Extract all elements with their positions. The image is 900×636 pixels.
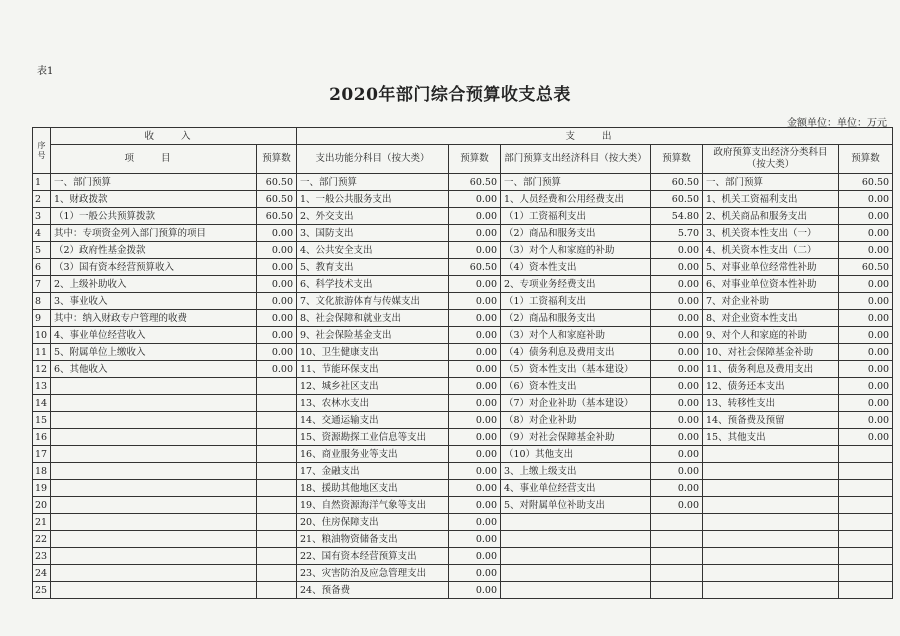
- row-number: 6: [33, 259, 51, 276]
- econ-item: （8）对企业补助: [501, 412, 651, 429]
- table-row: [33, 412, 893, 429]
- gov-budget: 0.00: [839, 429, 893, 446]
- gov-item: 1、机关工资福利支出: [703, 191, 839, 208]
- econ-item: （4）债务利息及费用支出: [501, 344, 651, 361]
- econ-budget: 0.00: [651, 412, 703, 429]
- row-number: 22: [33, 531, 51, 548]
- table-row: [33, 548, 893, 565]
- gov-item: [703, 582, 839, 599]
- income-item: [51, 497, 257, 514]
- gov-budget: 0.00: [839, 344, 893, 361]
- table-row: [33, 497, 893, 514]
- func-budget: 0.00: [449, 242, 501, 259]
- econ-item: 一、部门预算: [501, 174, 651, 191]
- gov-item: 7、对企业补助: [703, 293, 839, 310]
- func-item: 3、国防支出: [297, 225, 449, 242]
- row-number: 11: [33, 344, 51, 361]
- func-budget: 0.00: [449, 310, 501, 327]
- econ-item: 3、上缴上级支出: [501, 463, 651, 480]
- gov-budget: 0.00: [839, 310, 893, 327]
- func-header: 支出功能分科目（按大类）: [297, 145, 449, 174]
- unit-note: 金额单位：单位：万元: [787, 118, 887, 129]
- row-number: 2: [33, 191, 51, 208]
- table-row: [33, 191, 893, 208]
- row-number: 7: [33, 276, 51, 293]
- row-number: 17: [33, 446, 51, 463]
- func-budget: 0.00: [449, 327, 501, 344]
- gov-item: 3、机关资本性支出（一）: [703, 225, 839, 242]
- func-item: 8、社会保障和就业支出: [297, 310, 449, 327]
- income-budget: 0.00: [257, 225, 297, 242]
- gov-item: [703, 514, 839, 531]
- row-number: 23: [33, 548, 51, 565]
- income-budget: 0.00: [257, 259, 297, 276]
- func-budget: 0.00: [449, 582, 501, 599]
- budget-table: [32, 127, 893, 599]
- header-row-1: [33, 128, 893, 145]
- func-budget: 0.00: [449, 463, 501, 480]
- func-item: 1、一般公共服务支出: [297, 191, 449, 208]
- table-row: [33, 276, 893, 293]
- econ-budget: 60.50: [651, 191, 703, 208]
- row-number: 19: [33, 480, 51, 497]
- income-item: [51, 395, 257, 412]
- func-budget: 0.00: [449, 548, 501, 565]
- econ-budget: 60.50: [651, 174, 703, 191]
- econ-budget: 0.00: [651, 429, 703, 446]
- func-item: 21、粮油物资储备支出: [297, 531, 449, 548]
- income-item: [51, 531, 257, 548]
- econ-budget: 0.00: [651, 446, 703, 463]
- gov-budget: [839, 446, 893, 463]
- table-tag: 表1: [37, 66, 54, 77]
- econ-budget: 5.70: [651, 225, 703, 242]
- func-budget: 0.00: [449, 344, 501, 361]
- table-row: [33, 293, 893, 310]
- income-budget: [257, 446, 297, 463]
- func-item: 7、文化旅游体育与传媒支出: [297, 293, 449, 310]
- econ-item: 5、对附属单位补助支出: [501, 497, 651, 514]
- econ-budget: 0.00: [651, 378, 703, 395]
- gov-item: 4、机关资本性支出（二）: [703, 242, 839, 259]
- econ-budget: 54.80: [651, 208, 703, 225]
- econ-budget: 0.00: [651, 327, 703, 344]
- table-row: [33, 565, 893, 582]
- econ-budget: 0.00: [651, 361, 703, 378]
- income-item: [51, 429, 257, 446]
- func-budget: 0.00: [449, 293, 501, 310]
- func-budget: 0.00: [449, 446, 501, 463]
- table-row: [33, 259, 893, 276]
- gov-budget: 0.00: [839, 361, 893, 378]
- gov-budget: 0.00: [839, 191, 893, 208]
- income-item: 6、其他收入: [51, 361, 257, 378]
- econ-budget: 0.00: [651, 276, 703, 293]
- gov-item: 6、对事业单位资本性补助: [703, 276, 839, 293]
- func-budget: 0.00: [449, 531, 501, 548]
- econ-item: [501, 514, 651, 531]
- income-budget: 0.00: [257, 242, 297, 259]
- gov-item: 13、转移性支出: [703, 395, 839, 412]
- income-budget: [257, 412, 297, 429]
- row-number: 8: [33, 293, 51, 310]
- func-item: 5、教育支出: [297, 259, 449, 276]
- income-budget: [257, 480, 297, 497]
- income-budget: [257, 582, 297, 599]
- income-budget: 0.00: [257, 361, 297, 378]
- page-title: 2020年部门综合预算收支总表: [329, 85, 571, 105]
- func-item: 16、商业服务业等支出: [297, 446, 449, 463]
- econ-item: 2、专项业务经费支出: [501, 276, 651, 293]
- income-budget: 60.50: [257, 208, 297, 225]
- table-row: [33, 446, 893, 463]
- gov-budget: 60.50: [839, 174, 893, 191]
- table-row: [33, 531, 893, 548]
- gov-budget: [839, 463, 893, 480]
- income-budget: 60.50: [257, 174, 297, 191]
- income-item: （1）一般公共预算拨款: [51, 208, 257, 225]
- income-item: [51, 548, 257, 565]
- econ-budget: [651, 565, 703, 582]
- gov-budget: [839, 514, 893, 531]
- row-number: 14: [33, 395, 51, 412]
- income-item: [51, 378, 257, 395]
- expense-header: 支 出: [297, 128, 893, 145]
- gov-budget: [839, 480, 893, 497]
- func-item: 14、交通运输支出: [297, 412, 449, 429]
- income-item: 2、上级补助收入: [51, 276, 257, 293]
- func-item: 24、预备费: [297, 582, 449, 599]
- func-budget-header: 预算数: [449, 145, 501, 174]
- table-row: [33, 310, 893, 327]
- row-number: 21: [33, 514, 51, 531]
- row-number: 25: [33, 582, 51, 599]
- header-row-2: [33, 145, 893, 174]
- table-row: [33, 242, 893, 259]
- econ-budget: 0.00: [651, 463, 703, 480]
- econ-item: （9）对社会保障基金补助: [501, 429, 651, 446]
- row-number: 15: [33, 412, 51, 429]
- income-budget: 0.00: [257, 293, 297, 310]
- table-row: [33, 582, 893, 599]
- econ-budget: 0.00: [651, 344, 703, 361]
- income-budget: 60.50: [257, 191, 297, 208]
- item-header: 项 目: [51, 145, 257, 174]
- income-budget: [257, 395, 297, 412]
- func-budget: 0.00: [449, 276, 501, 293]
- func-budget: 0.00: [449, 191, 501, 208]
- income-header: 收 入: [51, 128, 297, 145]
- gov-item: [703, 531, 839, 548]
- econ-budget: 0.00: [651, 395, 703, 412]
- gov-item: 10、对社会保障基金补助: [703, 344, 839, 361]
- income-budget: [257, 548, 297, 565]
- func-budget: 60.50: [449, 174, 501, 191]
- gov-budget: 0.00: [839, 378, 893, 395]
- econ-header: 部门预算支出经济科目（按大类）: [501, 145, 651, 174]
- gov-item: [703, 548, 839, 565]
- gov-budget: 0.00: [839, 225, 893, 242]
- func-budget: 0.00: [449, 412, 501, 429]
- income-budget: [257, 429, 297, 446]
- income-item: [51, 480, 257, 497]
- func-item: 23、灾害防治及应急管理支出: [297, 565, 449, 582]
- row-number: 10: [33, 327, 51, 344]
- gov-budget: 0.00: [839, 242, 893, 259]
- func-item: 4、公共安全支出: [297, 242, 449, 259]
- income-item: [51, 582, 257, 599]
- table-row: [33, 225, 893, 242]
- row-number: 18: [33, 463, 51, 480]
- gov-item: [703, 480, 839, 497]
- income-item: 3、事业收入: [51, 293, 257, 310]
- func-item: 20、住房保障支出: [297, 514, 449, 531]
- econ-item: （10）其他支出: [501, 446, 651, 463]
- table-row: [33, 361, 893, 378]
- income-budget-header: 预算数: [257, 145, 297, 174]
- func-budget: 0.00: [449, 361, 501, 378]
- econ-budget: [651, 531, 703, 548]
- func-item: 19、自然资源海洋气象等支出: [297, 497, 449, 514]
- func-budget: 0.00: [449, 395, 501, 412]
- func-item: 11、节能环保支出: [297, 361, 449, 378]
- seq-header: 序号: [33, 128, 51, 174]
- gov-budget: 0.00: [839, 276, 893, 293]
- row-number: 13: [33, 378, 51, 395]
- row-number: 3: [33, 208, 51, 225]
- econ-item: [501, 548, 651, 565]
- econ-item: （1）工资福利支出: [501, 293, 651, 310]
- gov-budget: 0.00: [839, 412, 893, 429]
- table-row: [33, 480, 893, 497]
- gov-item: [703, 463, 839, 480]
- gov-budget: 0.00: [839, 327, 893, 344]
- econ-budget: [651, 514, 703, 531]
- econ-budget-header: 预算数: [651, 145, 703, 174]
- gov-budget: 0.00: [839, 395, 893, 412]
- gov-item: 9、对个人和家庭的补助: [703, 327, 839, 344]
- income-item: [51, 565, 257, 582]
- gov-budget: [839, 531, 893, 548]
- econ-budget: [651, 582, 703, 599]
- func-budget: 0.00: [449, 514, 501, 531]
- income-item: （2）政府性基金拨款: [51, 242, 257, 259]
- func-budget: 0.00: [449, 565, 501, 582]
- econ-item: [501, 531, 651, 548]
- func-budget: 0.00: [449, 429, 501, 446]
- func-item: 15、资源勘探工业信息等支出: [297, 429, 449, 446]
- econ-item: （6）资本性支出: [501, 378, 651, 395]
- table-row: [33, 174, 893, 191]
- income-item: [51, 514, 257, 531]
- income-item: 其中：专项资金列入部门预算的项目: [51, 225, 257, 242]
- econ-item: （3）对个人和家庭的补助: [501, 242, 651, 259]
- func-item: 9、社会保险基金支出: [297, 327, 449, 344]
- income-item: 一、部门预算: [51, 174, 257, 191]
- income-budget: [257, 497, 297, 514]
- gov-item: 5、对事业单位经常性补助: [703, 259, 839, 276]
- gov-item: 2、机关商品和服务支出: [703, 208, 839, 225]
- econ-budget: [651, 548, 703, 565]
- table-row: [33, 378, 893, 395]
- income-budget: [257, 463, 297, 480]
- gov-item: [703, 497, 839, 514]
- income-budget: 0.00: [257, 327, 297, 344]
- econ-item: （5）资本性支出（基本建设）: [501, 361, 651, 378]
- row-number: 4: [33, 225, 51, 242]
- econ-budget: 0.00: [651, 497, 703, 514]
- func-budget: 0.00: [449, 225, 501, 242]
- func-item: 2、外交支出: [297, 208, 449, 225]
- income-item: [51, 463, 257, 480]
- gov-item: [703, 565, 839, 582]
- econ-item: （2）商品和服务支出: [501, 225, 651, 242]
- income-budget: 0.00: [257, 344, 297, 361]
- table-row: [33, 463, 893, 480]
- gov-item: [703, 446, 839, 463]
- econ-item: [501, 565, 651, 582]
- func-budget: 0.00: [449, 497, 501, 514]
- income-budget: [257, 378, 297, 395]
- func-item: 10、卫生健康支出: [297, 344, 449, 361]
- income-item: 4、事业单位经营收入: [51, 327, 257, 344]
- func-item: 22、国有资本经营预算支出: [297, 548, 449, 565]
- income-budget: [257, 565, 297, 582]
- table-row: [33, 395, 893, 412]
- econ-budget: 0.00: [651, 480, 703, 497]
- gov-item: 一、部门预算: [703, 174, 839, 191]
- gov-item: 8、对企业资本性支出: [703, 310, 839, 327]
- income-item: 5、附属单位上缴收入: [51, 344, 257, 361]
- table-row: [33, 344, 893, 361]
- income-item: [51, 446, 257, 463]
- gov-budget: [839, 565, 893, 582]
- gov-item: 14、预备费及预留: [703, 412, 839, 429]
- table-row: [33, 327, 893, 344]
- income-budget: [257, 514, 297, 531]
- func-budget: 0.00: [449, 208, 501, 225]
- econ-item: （4）资本性支出: [501, 259, 651, 276]
- gov-budget: [839, 497, 893, 514]
- gov-budget: [839, 582, 893, 599]
- row-number: 12: [33, 361, 51, 378]
- income-item: [51, 412, 257, 429]
- func-budget: 60.50: [449, 259, 501, 276]
- func-item: 18、援助其他地区支出: [297, 480, 449, 497]
- econ-item: [501, 582, 651, 599]
- econ-item: 1、人员经费和公用经费支出: [501, 191, 651, 208]
- gov-budget: [839, 548, 893, 565]
- econ-budget: 0.00: [651, 293, 703, 310]
- income-budget: [257, 531, 297, 548]
- row-number: 1: [33, 174, 51, 191]
- gov-header: 政府预算支出经济分类科目（按大类）: [703, 145, 839, 174]
- func-budget: 0.00: [449, 480, 501, 497]
- row-number: 9: [33, 310, 51, 327]
- gov-item: 15、其他支出: [703, 429, 839, 446]
- table-row: [33, 208, 893, 225]
- gov-budget-header: 预算数: [839, 145, 893, 174]
- func-item: 一、部门预算: [297, 174, 449, 191]
- gov-item: 11、债务利息及费用支出: [703, 361, 839, 378]
- income-budget: 0.00: [257, 276, 297, 293]
- econ-item: （1）工资福利支出: [501, 208, 651, 225]
- row-number: 5: [33, 242, 51, 259]
- income-item: 其中：纳入财政专户管理的收费: [51, 310, 257, 327]
- row-number: 16: [33, 429, 51, 446]
- econ-budget: 0.00: [651, 242, 703, 259]
- econ-item: 4、事业单位经营支出: [501, 480, 651, 497]
- gov-budget: 0.00: [839, 293, 893, 310]
- table-row: [33, 514, 893, 531]
- func-item: 12、城乡社区支出: [297, 378, 449, 395]
- econ-item: （7）对企业补助（基本建设）: [501, 395, 651, 412]
- func-item: 6、科学技术支出: [297, 276, 449, 293]
- econ-budget: 0.00: [651, 259, 703, 276]
- income-item: 1、财政拨款: [51, 191, 257, 208]
- func-item: 17、金融支出: [297, 463, 449, 480]
- gov-budget: 0.00: [839, 208, 893, 225]
- income-item: （3）国有资本经营预算收入: [51, 259, 257, 276]
- econ-item: （3）对个人和家庭补助: [501, 327, 651, 344]
- gov-budget: 60.50: [839, 259, 893, 276]
- func-budget: 0.00: [449, 378, 501, 395]
- econ-item: （2）商品和服务支出: [501, 310, 651, 327]
- row-number: 24: [33, 565, 51, 582]
- income-budget: 0.00: [257, 310, 297, 327]
- table-row: [33, 429, 893, 446]
- func-item: 13、农林水支出: [297, 395, 449, 412]
- econ-budget: 0.00: [651, 310, 703, 327]
- gov-item: 12、债务还本支出: [703, 378, 839, 395]
- row-number: 20: [33, 497, 51, 514]
